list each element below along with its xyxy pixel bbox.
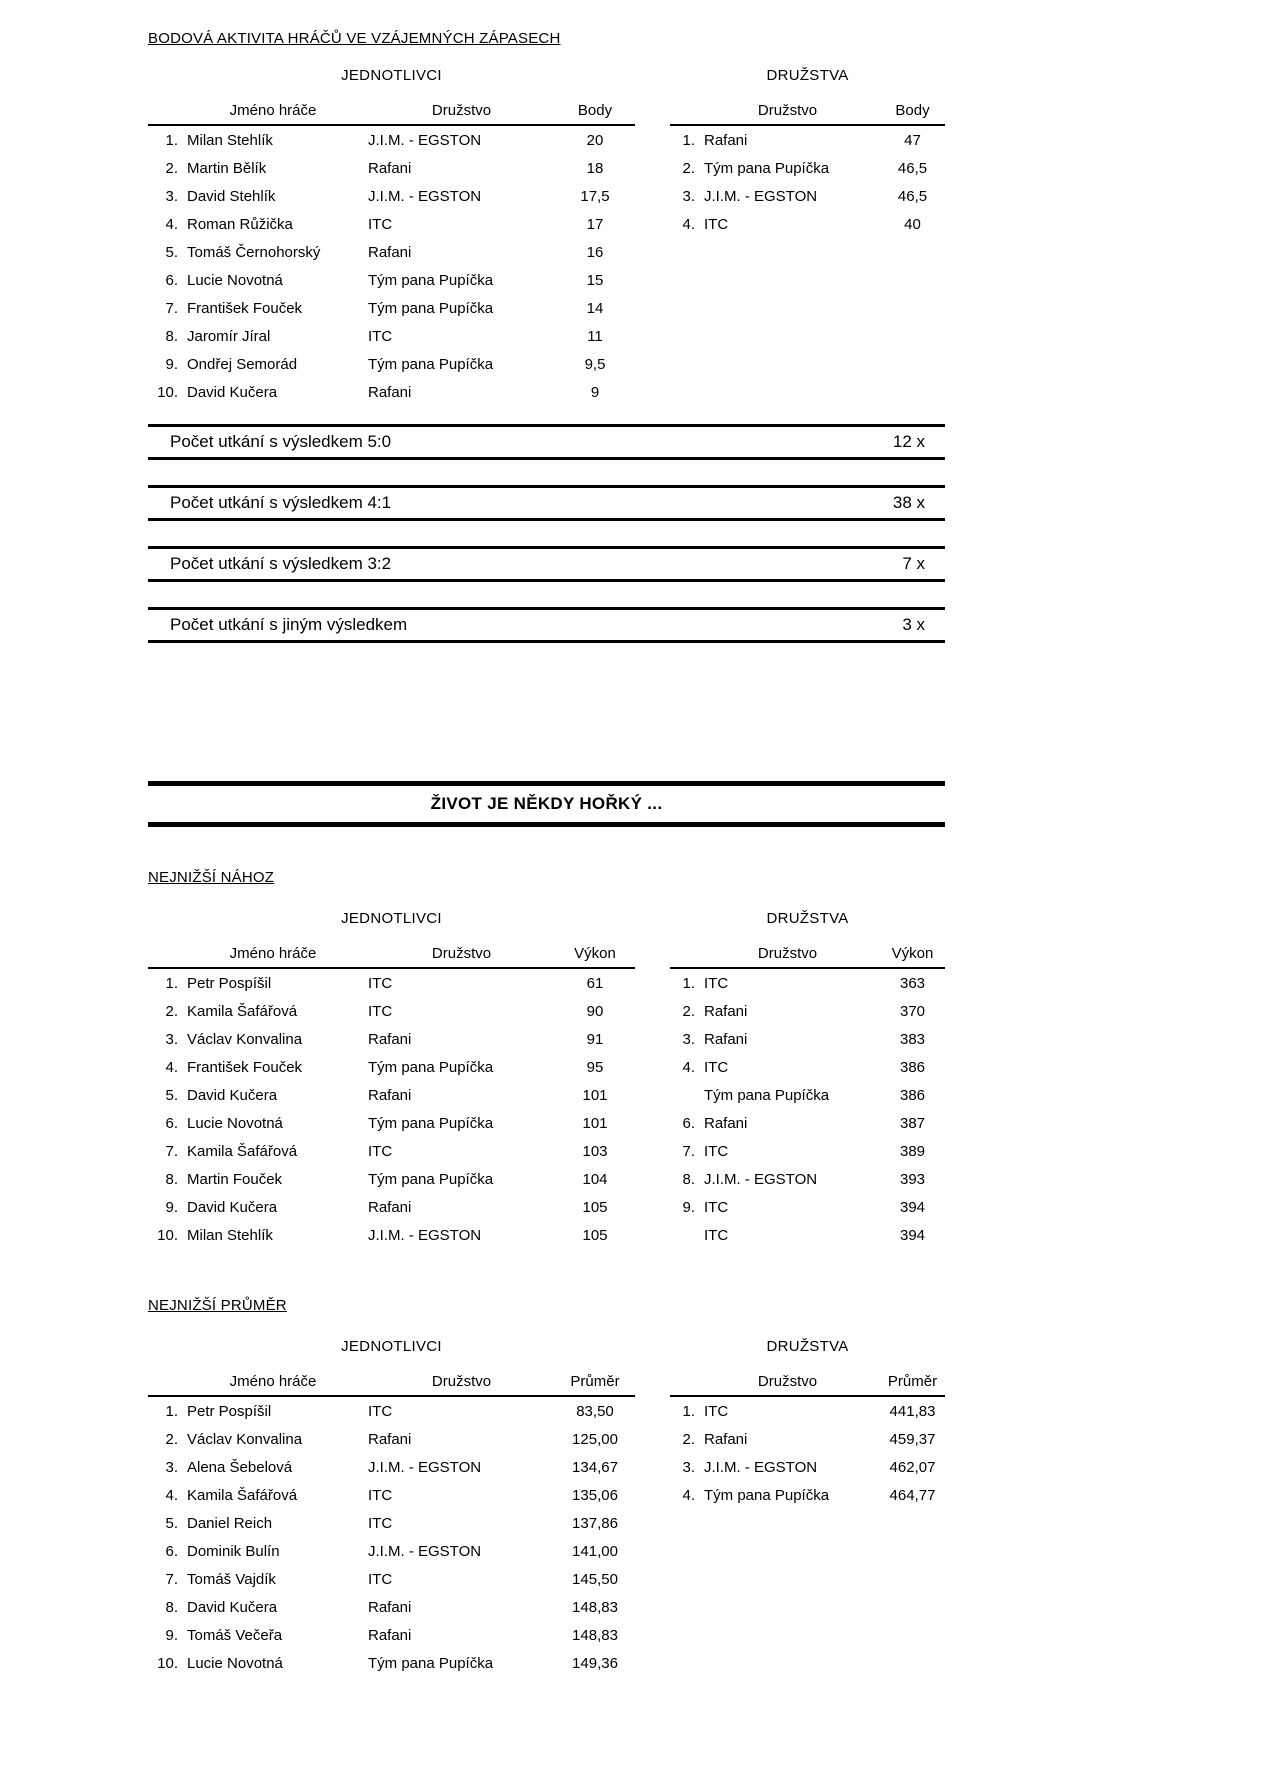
result-count-label: Počet utkání s výsledkem 3:2: [170, 554, 392, 573]
row-value: 90: [586, 1002, 604, 1020]
row-player-name: Václav Konvalina: [187, 1430, 303, 1448]
row-rank: 9.: [165, 1198, 178, 1216]
row-team: Rafani: [368, 243, 412, 261]
row-team: Tým pana Pupíčka: [704, 1086, 830, 1104]
row-team: J.I.M. - EGSTON: [368, 1542, 482, 1560]
row-player-name: Milan Stehlík: [187, 131, 273, 149]
row-rank: 1.: [165, 974, 178, 992]
prumer-tables: [148, 1338, 1264, 1677]
table-row: [148, 1425, 635, 1453]
row-rank: 7.: [682, 1142, 695, 1160]
row-rank: 9.: [682, 1198, 695, 1216]
row-rank: 2.: [165, 159, 178, 177]
page-title: BODOVÁ AKTIVITA HRÁČŮ VE VZÁJEMNÝCH ZÁPASECH: [148, 30, 561, 47]
row-rank: 3.: [682, 187, 695, 205]
table-row: [148, 1165, 635, 1193]
row-team: J.I.M. - EGSTON: [368, 187, 482, 205]
row-rank: 1.: [165, 131, 178, 149]
row-player-name: Lucie Novotná: [187, 1114, 283, 1132]
row-rank: 3.: [682, 1030, 695, 1048]
row-rank: 1.: [682, 974, 695, 992]
table-row: [148, 1649, 635, 1677]
result-count-banners: [0, 424, 1264, 643]
row-rank: 1.: [682, 1402, 695, 1420]
table-row: [670, 1165, 945, 1193]
result-count-value: 3 x: [902, 615, 925, 634]
table-row: [148, 322, 635, 350]
row-value: 462,07: [889, 1458, 936, 1476]
row-player-name: Lucie Novotná: [187, 271, 283, 289]
row-team: ITC: [368, 1514, 393, 1532]
row-value: 20: [586, 131, 604, 149]
row-team: J.I.M. - EGSTON: [368, 1226, 482, 1244]
table-row: [670, 1221, 945, 1249]
table-row: [148, 1397, 635, 1425]
row-team: ITC: [368, 1486, 393, 1504]
row-rank: 6.: [682, 1114, 695, 1132]
row-team: J.I.M. - EGSTON: [704, 187, 818, 205]
table-row: [148, 154, 635, 182]
table-row: [148, 350, 635, 378]
row-player-name: Roman Růžička: [187, 215, 293, 233]
prumer-section-heading: NEJNIŽŠÍ PRŮMĚR: [148, 1297, 287, 1314]
result-count-label: Počet utkání s jiným výsledkem: [170, 615, 408, 634]
row-rank: 2.: [682, 1002, 695, 1020]
nahoz-tables: [148, 910, 1264, 1249]
column-header-team: Družstvo: [431, 1373, 492, 1390]
column-header-name: Jméno hráče: [229, 102, 317, 119]
row-rank: 3.: [682, 1458, 695, 1476]
row-value: 11: [587, 327, 603, 345]
row-value: 389: [899, 1142, 926, 1160]
row-player-name: David Kučera: [187, 383, 278, 401]
result-count-row: [148, 546, 945, 582]
row-rank: 2.: [165, 1430, 178, 1448]
row-team: Rafani: [704, 131, 748, 149]
table-row: [670, 997, 945, 1025]
row-rank: 9.: [165, 355, 178, 373]
row-rank: 8.: [165, 1598, 178, 1616]
row-player-name: Petr Pospíšil: [187, 974, 272, 992]
row-value: 17,5: [580, 187, 610, 205]
row-player-name: Daniel Reich: [187, 1514, 273, 1532]
table-row: [670, 1081, 945, 1109]
row-rank: 8.: [165, 327, 178, 345]
table-row: [670, 969, 945, 997]
row-team: Tým pana Pupíčka: [368, 299, 494, 317]
row-team: Tým pana Pupíčka: [368, 1058, 494, 1076]
row-value: 16: [586, 243, 604, 261]
row-player-name: Václav Konvalina: [187, 1030, 303, 1048]
row-team: Rafani: [368, 1598, 412, 1616]
table-row: [148, 1081, 635, 1109]
row-team: ITC: [368, 1002, 393, 1020]
column-header-team: Družstvo: [757, 102, 818, 119]
table-row: [148, 182, 635, 210]
table-row: [148, 1053, 635, 1081]
row-value: 91: [586, 1030, 604, 1048]
column-header-name: Jméno hráče: [229, 945, 317, 962]
table-header-row: [148, 943, 635, 969]
row-team: Tým pana Pupíčka: [368, 1114, 494, 1132]
column-header-value: Body: [577, 102, 613, 119]
row-value: 149,36: [572, 1654, 618, 1672]
row-team: Rafani: [704, 1114, 748, 1132]
result-count-value: 12 x: [892, 432, 925, 451]
row-value: 386: [899, 1058, 926, 1076]
row-value: 141,00: [572, 1542, 618, 1560]
row-team: Rafani: [368, 159, 412, 177]
row-team: Rafani: [704, 1002, 748, 1020]
row-team: Rafani: [704, 1030, 748, 1048]
row-value: 14: [586, 299, 604, 317]
row-value: 9,5: [584, 355, 606, 373]
table-row: [670, 1397, 945, 1425]
row-player-name: David Kučera: [187, 1086, 278, 1104]
prumer-teams-table: [670, 1338, 945, 1509]
table-row: [670, 1025, 945, 1053]
column-header-value: Průměr: [570, 1373, 620, 1390]
row-value: 441,83: [889, 1402, 936, 1420]
row-team: Rafani: [368, 1086, 412, 1104]
row-rank: 7.: [165, 1142, 178, 1160]
result-count-row: [148, 607, 945, 643]
row-value: 9: [590, 383, 600, 401]
row-value: 46,5: [897, 187, 928, 205]
column-header-team: Družstvo: [431, 945, 492, 962]
row-team: ITC: [368, 215, 393, 233]
column-header-team: Družstvo: [757, 945, 818, 962]
row-team: ITC: [704, 974, 729, 992]
row-team: Rafani: [704, 1430, 748, 1448]
column-header-value: Průměr: [887, 1373, 938, 1390]
column-header-value: Výkon: [891, 945, 934, 962]
row-rank: 5.: [165, 243, 178, 261]
column-header-team: Družstvo: [757, 1373, 818, 1390]
table-row: [148, 238, 635, 266]
row-team: ITC: [704, 1402, 729, 1420]
row-team: ITC: [368, 1142, 393, 1160]
table-row: [670, 1053, 945, 1081]
row-value: 464,77: [889, 1486, 936, 1504]
table-row: [148, 969, 635, 997]
row-player-name: Lucie Novotná: [187, 1654, 283, 1672]
row-rank: 2.: [165, 1002, 178, 1020]
row-rank: 4.: [682, 1486, 695, 1504]
row-value: 101: [582, 1086, 608, 1104]
teams-heading: DRUŽSTVA: [766, 910, 849, 927]
table-row: [148, 1593, 635, 1621]
individuals-heading: JEDNOTLIVCI: [341, 910, 442, 927]
row-player-name: Jaromír Jíral: [187, 327, 271, 345]
row-player-name: David Kučera: [187, 1198, 278, 1216]
row-rank: 9.: [165, 1626, 178, 1644]
row-player-name: Kamila Šafářová: [187, 1486, 298, 1504]
row-player-name: Martin Fouček: [187, 1170, 283, 1188]
row-value: 148,83: [572, 1598, 618, 1616]
table-row: [148, 1509, 635, 1537]
table-row: [148, 1109, 635, 1137]
row-value: 363: [899, 974, 926, 992]
divider-title: ŽIVOT JE NĚKDY HOŘKÝ ...: [430, 794, 663, 813]
row-team: ITC: [368, 327, 393, 345]
table-row: [148, 378, 635, 406]
row-player-name: Milan Stehlík: [187, 1226, 273, 1244]
row-value: 15: [586, 271, 604, 289]
row-rank: 2.: [682, 1430, 695, 1448]
row-rank: 5.: [165, 1514, 178, 1532]
row-rank: 3.: [165, 1030, 178, 1048]
column-header-value: Body: [895, 102, 930, 119]
row-value: 370: [899, 1002, 926, 1020]
row-team: J.I.M. - EGSTON: [368, 1458, 482, 1476]
result-count-row: [148, 485, 945, 521]
result-count-label: Počet utkání s výsledkem 4:1: [170, 493, 392, 512]
table-row: [670, 1481, 945, 1509]
row-team: Rafani: [368, 1198, 412, 1216]
table-row: [670, 1425, 945, 1453]
row-rank: 7.: [165, 1570, 178, 1588]
row-player-name: František Fouček: [187, 1058, 303, 1076]
row-value: 18: [586, 159, 604, 177]
table-row: [148, 126, 635, 154]
table-row: [670, 1453, 945, 1481]
row-value: 104: [582, 1170, 608, 1188]
table-row: [670, 210, 945, 238]
row-team: Tým pana Pupíčka: [704, 1486, 830, 1504]
table-header-row: [148, 1371, 635, 1397]
row-value: 47: [904, 131, 921, 149]
row-rank: 5.: [165, 1086, 178, 1104]
column-header-name: Jméno hráče: [229, 1373, 317, 1390]
row-team: J.I.M. - EGSTON: [368, 131, 482, 149]
row-rank: 8.: [165, 1170, 178, 1188]
row-rank: 7.: [165, 299, 178, 317]
table-row: [148, 1221, 635, 1249]
row-team: Tým pana Pupíčka: [368, 1654, 494, 1672]
table-header-row: [670, 100, 945, 126]
row-value: 61: [586, 974, 604, 992]
table-row: [148, 1481, 635, 1509]
row-value: 145,50: [572, 1570, 618, 1588]
row-value: 83,50: [576, 1402, 614, 1420]
row-rank: 4.: [165, 1058, 178, 1076]
row-player-name: David Stehlík: [187, 187, 276, 205]
row-value: 386: [899, 1086, 926, 1104]
table-row: [148, 1025, 635, 1053]
row-rank: 10.: [157, 1226, 178, 1244]
row-team: J.I.M. - EGSTON: [704, 1170, 818, 1188]
column-header-team: Družstvo: [431, 102, 492, 119]
row-value: 387: [899, 1114, 926, 1132]
row-player-name: Petr Pospíšil: [187, 1402, 272, 1420]
table-row: [148, 266, 635, 294]
table-row: [148, 1621, 635, 1649]
row-team: Tým pana Pupíčka: [704, 159, 830, 177]
row-value: 103: [582, 1142, 608, 1160]
row-rank: 2.: [682, 159, 695, 177]
row-team: ITC: [704, 1198, 729, 1216]
table-row: [148, 1193, 635, 1221]
row-value: 105: [582, 1198, 608, 1216]
row-team: Tým pana Pupíčka: [368, 1170, 494, 1188]
row-value: 394: [899, 1226, 926, 1244]
row-rank: 6.: [165, 1114, 178, 1132]
result-count-row: [148, 424, 945, 460]
row-rank: 4.: [165, 215, 178, 233]
row-player-name: Tomáš Černohorský: [187, 243, 321, 261]
table-row: [148, 294, 635, 322]
row-player-name: Tomáš Večeřa: [187, 1626, 283, 1644]
row-value: 383: [899, 1030, 926, 1048]
nahoz-teams-table: [670, 910, 945, 1249]
table-row: [148, 997, 635, 1025]
bodova-tables: [148, 67, 1264, 406]
row-player-name: Dominik Bulín: [187, 1542, 280, 1560]
table-header-row: [670, 1371, 945, 1397]
row-player-name: Alena Šebelová: [187, 1458, 293, 1476]
row-team: ITC: [368, 1570, 393, 1588]
row-team: ITC: [368, 1402, 393, 1420]
row-rank: 3.: [165, 1458, 178, 1476]
row-player-name: Martin Bělík: [187, 159, 267, 177]
row-team: ITC: [368, 974, 393, 992]
row-rank: 4.: [165, 1486, 178, 1504]
prumer-individuals-table: [148, 1338, 635, 1677]
row-team: ITC: [704, 215, 729, 233]
table-row: [670, 154, 945, 182]
row-player-name: Kamila Šafářová: [187, 1002, 298, 1020]
row-rank: 8.: [682, 1170, 695, 1188]
row-value: 95: [586, 1058, 604, 1076]
row-value: 101: [582, 1114, 608, 1132]
result-count-value: 38 x: [892, 493, 925, 512]
nahoz-individuals-table: [148, 910, 635, 1249]
row-value: 137,86: [572, 1514, 618, 1532]
row-rank: 1.: [165, 1402, 178, 1420]
row-value: 125,00: [572, 1430, 618, 1448]
column-header-value: Výkon: [574, 945, 616, 962]
row-team: ITC: [704, 1058, 729, 1076]
table-header-row: [670, 943, 945, 969]
row-team: Tým pana Pupíčka: [368, 355, 494, 373]
row-rank: 6.: [165, 271, 178, 289]
row-team: ITC: [704, 1142, 729, 1160]
row-rank: 3.: [165, 187, 178, 205]
nahoz-section-heading: NEJNIŽŠÍ NÁHOZ: [148, 869, 275, 886]
row-rank: 6.: [165, 1542, 178, 1560]
row-value: 134,67: [572, 1458, 618, 1476]
row-team: Rafani: [368, 1626, 412, 1644]
row-player-name: Kamila Šafářová: [187, 1142, 298, 1160]
row-rank: 4.: [682, 1058, 695, 1076]
table-row: [670, 1193, 945, 1221]
table-row: [148, 1565, 635, 1593]
table-row: [148, 1537, 635, 1565]
individuals-heading: JEDNOTLIVCI: [341, 1338, 442, 1355]
row-team: J.I.M. - EGSTON: [704, 1458, 818, 1476]
row-rank: 10.: [157, 383, 178, 401]
result-count-value: 7 x: [902, 554, 925, 573]
table-row: [670, 182, 945, 210]
table-row: [148, 1137, 635, 1165]
row-team: Rafani: [368, 1430, 412, 1448]
individuals-heading: JEDNOTLIVCI: [341, 67, 442, 84]
row-value: 459,37: [889, 1430, 936, 1448]
row-team: ITC: [704, 1226, 729, 1244]
row-value: 135,06: [572, 1486, 618, 1504]
row-player-name: Tomáš Vajdík: [187, 1570, 276, 1588]
row-value: 394: [899, 1198, 926, 1216]
table-header-row: [148, 100, 635, 126]
row-value: 105: [582, 1226, 608, 1244]
table-row: [670, 126, 945, 154]
row-value: 40: [904, 215, 921, 233]
row-rank: 1.: [682, 131, 695, 149]
table-row: [670, 1137, 945, 1165]
row-player-name: Ondřej Semorád: [187, 355, 298, 373]
row-team: Rafani: [368, 1030, 412, 1048]
bodova-individuals-table: [148, 67, 635, 406]
teams-heading: DRUŽSTVA: [766, 1338, 849, 1355]
row-team: Tým pana Pupíčka: [368, 271, 494, 289]
result-count-label: Počet utkání s výsledkem 5:0: [170, 432, 392, 451]
row-rank: 10.: [157, 1654, 178, 1672]
row-value: 393: [899, 1170, 926, 1188]
row-value: 148,83: [572, 1626, 618, 1644]
row-value: 17: [586, 215, 604, 233]
bodova-teams-table: [670, 67, 945, 238]
row-team: Rafani: [368, 383, 412, 401]
row-player-name: David Kučera: [187, 1598, 278, 1616]
table-row: [670, 1109, 945, 1137]
row-value: 46,5: [897, 159, 928, 177]
row-player-name: František Fouček: [187, 299, 303, 317]
row-rank: 4.: [682, 215, 695, 233]
divider-banner: [148, 781, 945, 827]
table-row: [148, 210, 635, 238]
table-row: [148, 1453, 635, 1481]
teams-heading: DRUŽSTVA: [766, 67, 849, 84]
